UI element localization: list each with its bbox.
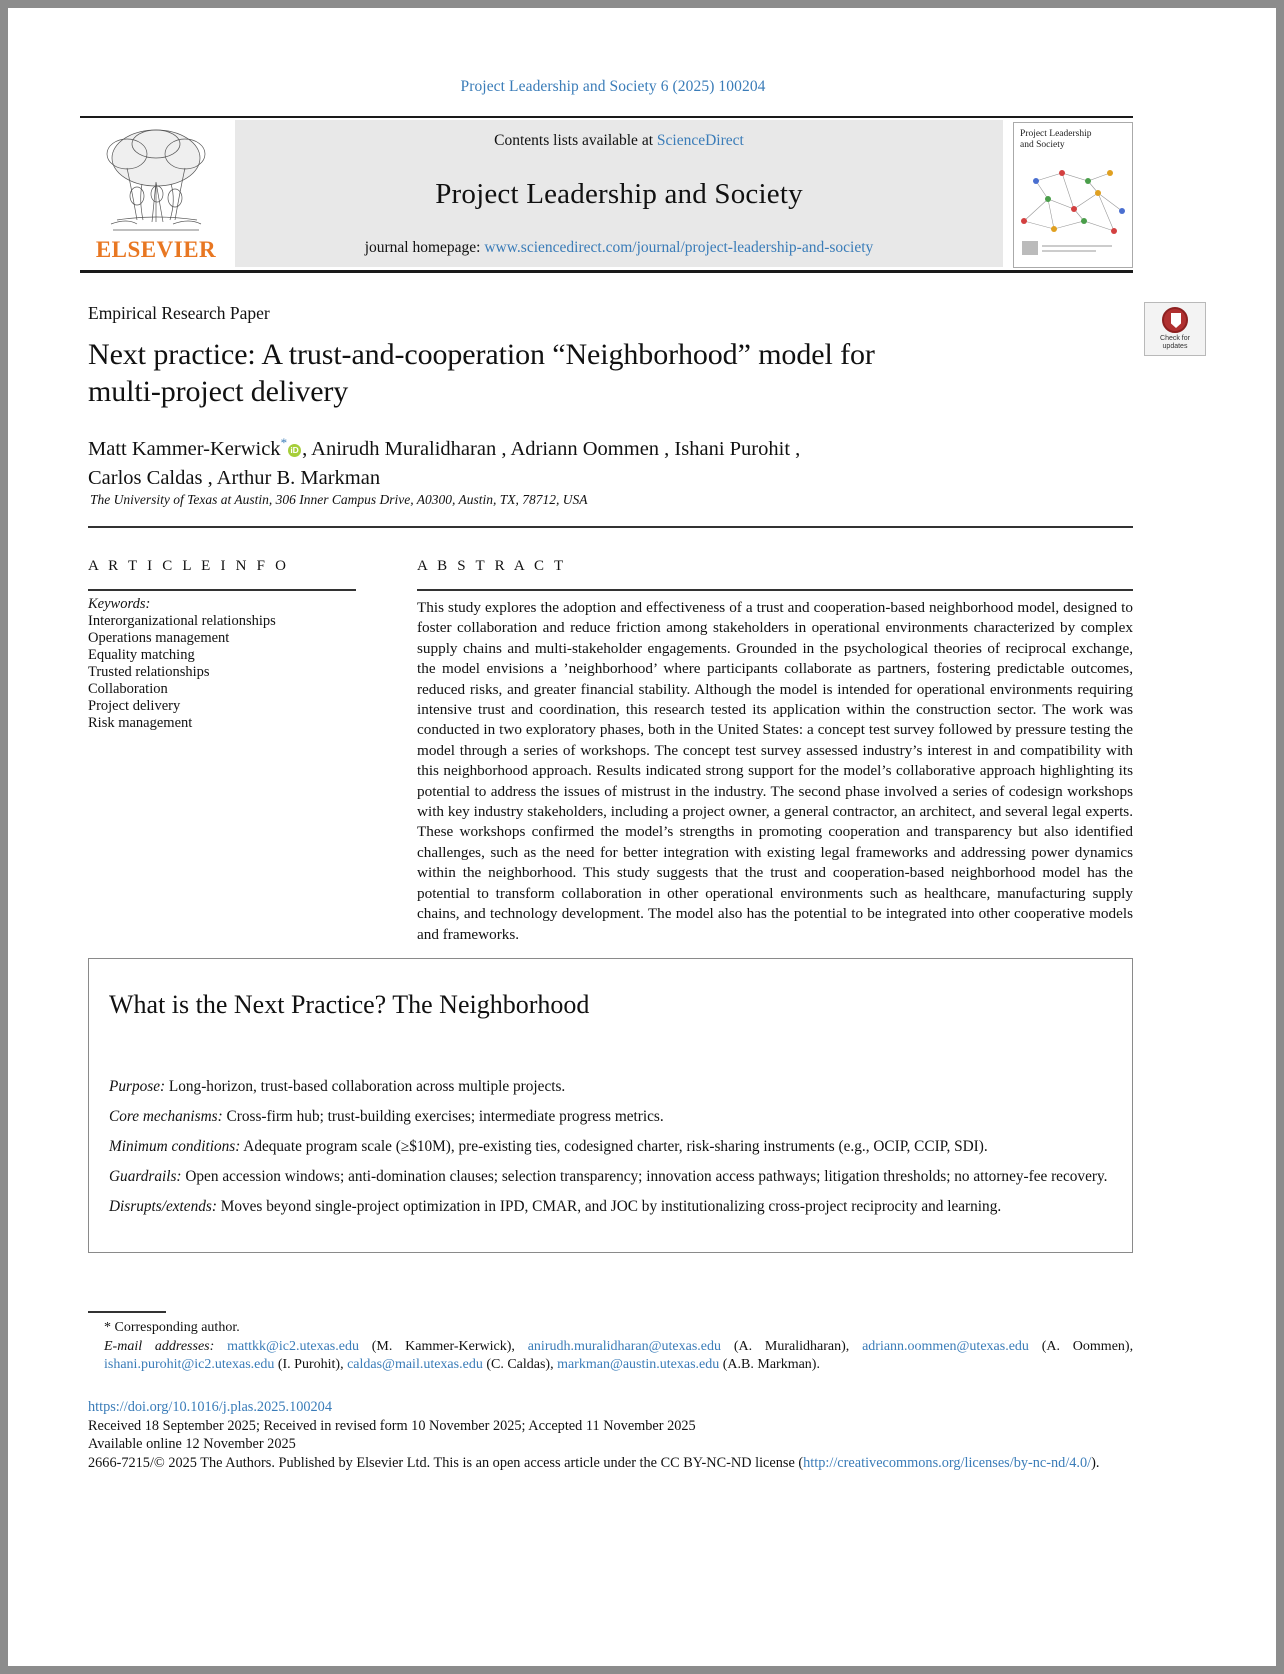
highlight-row: [109, 1107, 1115, 1127]
available-online: Available online 12 November 2025: [88, 1436, 296, 1452]
homepage-line: [365, 239, 874, 257]
highlight-label: Minimum conditions:: [109, 1138, 241, 1155]
abstract-text: This study explores the adoption and effectiveness of a trust and cooperation-based neighborhood model, designed to foster collaboration and reduce friction among stakeholders in operational environments characterized by complex supply chains and multi-stakeholder engagements. Grounded in the psychological theories of reciprocal exchange, the model envisions a ’neighborhood’ where participants collaborate as partners, fostering predictable outcomes, reduced risks, and greater financial stability. Although the model is intended for operational environments requiring intensive trust and coordination, this research tested its application within the construction sector. The work was conducted in two exploratory phases, both in the United States: a concept test survey followed by pressure testing the model through a series of workshops. The concept test survey assessed industry’s interest in and compatibility with this neighborhood approach. Results indicated strong support for the model’s collaborative approach highlighting its potential to address the issues of mistrust in the industry. The second phase involved a series of codesign workshops with key industry stakeholders, including a project owner, a general contractor, an architect, and several legal experts. These workshops confirmed the model’s strengths in promoting cooperation and transparency but also identified challenges, such as the need for better integration with existing legal frameworks and addressing power dynamics within the neighborhood. This study suggests that the trust and cooperation-based neighborhood model has the potential to transform collaboration in other operational environments such as healthcare, manufacturing supply chains, and technology development. The model also has the potential to be integrated into other cooperative models and frameworks.: [417, 599, 1133, 943]
crossmark-label: [1160, 335, 1190, 351]
email-link[interactable]: caldas@mail.utexas.edu: [347, 1357, 483, 1372]
email-person: (I. Purohit),: [277, 1357, 344, 1372]
highlight-row: [109, 1167, 1115, 1187]
affiliation: The University of Texas at Austin, 306 Inner Campus Drive, A0300, Austin, TX, 78712, USA: [90, 492, 588, 507]
abstract-heading: A B S T R A C T: [417, 558, 567, 574]
journal-title: Project Leadership and Society: [435, 178, 803, 210]
email-person: (M. Kammer-Kerwick),: [371, 1338, 515, 1354]
crossmark-line1: Check for: [1160, 335, 1190, 342]
page-title: Next practice: A trust-and-cooperation “Neighborhood” model for multi-project delivery: [88, 338, 875, 408]
email-link[interactable]: ishani.purohit@ic2.utexas.edu: [104, 1357, 275, 1372]
cover-title-line2: and Society: [1020, 140, 1065, 150]
author-rest-line2: Carlos Caldas , Arthur B. Markman: [88, 466, 381, 489]
highlight-row: [109, 1137, 1115, 1157]
running-head: Project Leadership and Society 6 (2025) 100204: [460, 78, 766, 95]
highlight-row: [109, 1197, 1115, 1217]
author-list: [88, 428, 968, 493]
keywords-block: [88, 596, 388, 732]
highlight-label: Core mechanisms:: [109, 1108, 223, 1125]
email-link[interactable]: mattkk@ic2.utexas.edu: [227, 1338, 359, 1354]
keyword-item: Trusted relationships: [88, 664, 210, 680]
author-primary: Matt Kammer-Kerwick: [88, 437, 281, 460]
contents-line: [494, 132, 744, 150]
doi-link[interactable]: https://doi.org/10.1016/j.plas.2025.100204: [88, 1399, 332, 1415]
sciencedirect-link[interactable]: ScienceDirect: [656, 132, 744, 149]
email-link[interactable]: adriann.oommen@utexas.edu: [862, 1338, 1029, 1354]
affiliation-rule: [88, 526, 1133, 528]
email-person: (C. Caldas),: [486, 1357, 554, 1372]
received-dates: Received 18 September 2025; Received in revised form 10 November 2025; Accepted 11 November 2025: [88, 1417, 696, 1434]
footnote-rule: [88, 1311, 166, 1313]
orcid-icon[interactable]: iD: [288, 444, 301, 457]
contents-prefix: Contents lists available at: [494, 132, 657, 149]
crossmark-line2: updates: [1162, 343, 1188, 350]
crossmark-badge[interactable]: [1144, 302, 1206, 356]
footnote-block: [88, 1319, 1133, 1375]
masthead-bottom-rule: [80, 270, 1133, 273]
email-link[interactable]: anirudh.muralidharan@utexas.edu: [527, 1338, 721, 1354]
copyright-text: 2666-7215/© 2025 The Authors. Published by Elsevier Ltd. This is an open access article under the CC BY-NC-ND license (: [88, 1454, 804, 1471]
email-person: (A. Muralidharan),: [733, 1338, 850, 1354]
keyword-item: Project delivery: [88, 698, 181, 714]
keyword-item: Collaboration: [88, 681, 168, 697]
author-rest-line1: , Anirudh Muralidharan , Adriann Oommen , Ishani Purohit ,: [302, 437, 801, 460]
keyword-item: Equality matching: [88, 647, 195, 663]
corresponding-author-marker: *: [280, 435, 288, 450]
highlight-text: Adequate program scale (≥$10M), pre-existing ties, codesigned charter, risk-sharing instruments (e.g., OCIP, CCIP, SDI).: [240, 1138, 988, 1155]
crossmark-icon: [1162, 307, 1188, 333]
highlight-label: Guardrails:: [109, 1168, 182, 1185]
journal-cover-thumbnail: [1013, 122, 1133, 268]
corresponding-author-note: * Corresponding author.: [104, 1320, 240, 1335]
keyword-item: Operations management: [88, 630, 230, 646]
email-link[interactable]: markman@austin.utexas.edu: [557, 1357, 720, 1372]
email-person: (A.B. Markman).: [722, 1357, 820, 1372]
elsevier-tree-icon: [97, 124, 215, 236]
cover-title: [1014, 123, 1132, 151]
abstract-rule: [417, 589, 1133, 591]
cover-network-graphic-icon: [1014, 151, 1132, 259]
copyright-line: [88, 1454, 1133, 1473]
highlights-title: What is the Next Practice? The Neighborhood: [109, 990, 590, 1019]
masthead-top-rule: [80, 116, 1133, 118]
article-info-heading: A R T I C L E I N F O: [88, 558, 290, 574]
highlight-text: Moves beyond single-project optimization in IPD, CMAR, and JOC by institutionalizing cross-project reciprocity and learning.: [216, 1198, 1002, 1215]
highlights-body: [109, 1077, 1115, 1227]
license-link[interactable]: http://creativecommons.org/licenses/by-nc-nd/4.0/: [803, 1454, 1092, 1471]
highlight-row: [109, 1077, 1115, 1097]
highlights-box: [88, 958, 1133, 1253]
email-addresses-label: E-mail addresses:: [104, 1338, 215, 1354]
email-person: (A. Oommen),: [1041, 1338, 1134, 1354]
cover-title-line1: Project Leadership: [1020, 129, 1092, 139]
masthead-band: [235, 120, 1003, 267]
journal-homepage-link[interactable]: www.sciencedirect.com/journal/project-leadership-and-society: [484, 239, 874, 256]
publication-meta: [88, 1398, 1133, 1472]
homepage-prefix: journal homepage:: [364, 239, 485, 256]
elsevier-logo: [80, 120, 232, 267]
journal-masthead: [80, 120, 1133, 267]
keyword-item: Interorganizational relationships: [88, 613, 276, 629]
article-info-rule: [88, 589, 356, 591]
highlight-label: Purpose:: [109, 1078, 166, 1095]
highlight-text: Long-horizon, trust-based collaboration across multiple projects.: [165, 1078, 566, 1095]
keyword-item: Risk management: [88, 715, 193, 731]
copyright-close: ).: [1091, 1454, 1100, 1471]
article-type: Empirical Research Paper: [88, 303, 270, 323]
highlight-label: Disrupts/extends:: [109, 1198, 217, 1215]
elsevier-wordmark: ELSEVIER: [95, 237, 217, 262]
paper-page: [8, 8, 1276, 1666]
highlight-text: Open accession windows; anti-domination clauses; selection transparency; innovation access pathways; litigation thresholds; no attorney-fee recovery.: [181, 1168, 1108, 1185]
keywords-label: Keywords:: [88, 596, 151, 612]
highlight-text: Cross-firm hub; trust-building exercises; intermediate progress metrics.: [222, 1108, 664, 1125]
